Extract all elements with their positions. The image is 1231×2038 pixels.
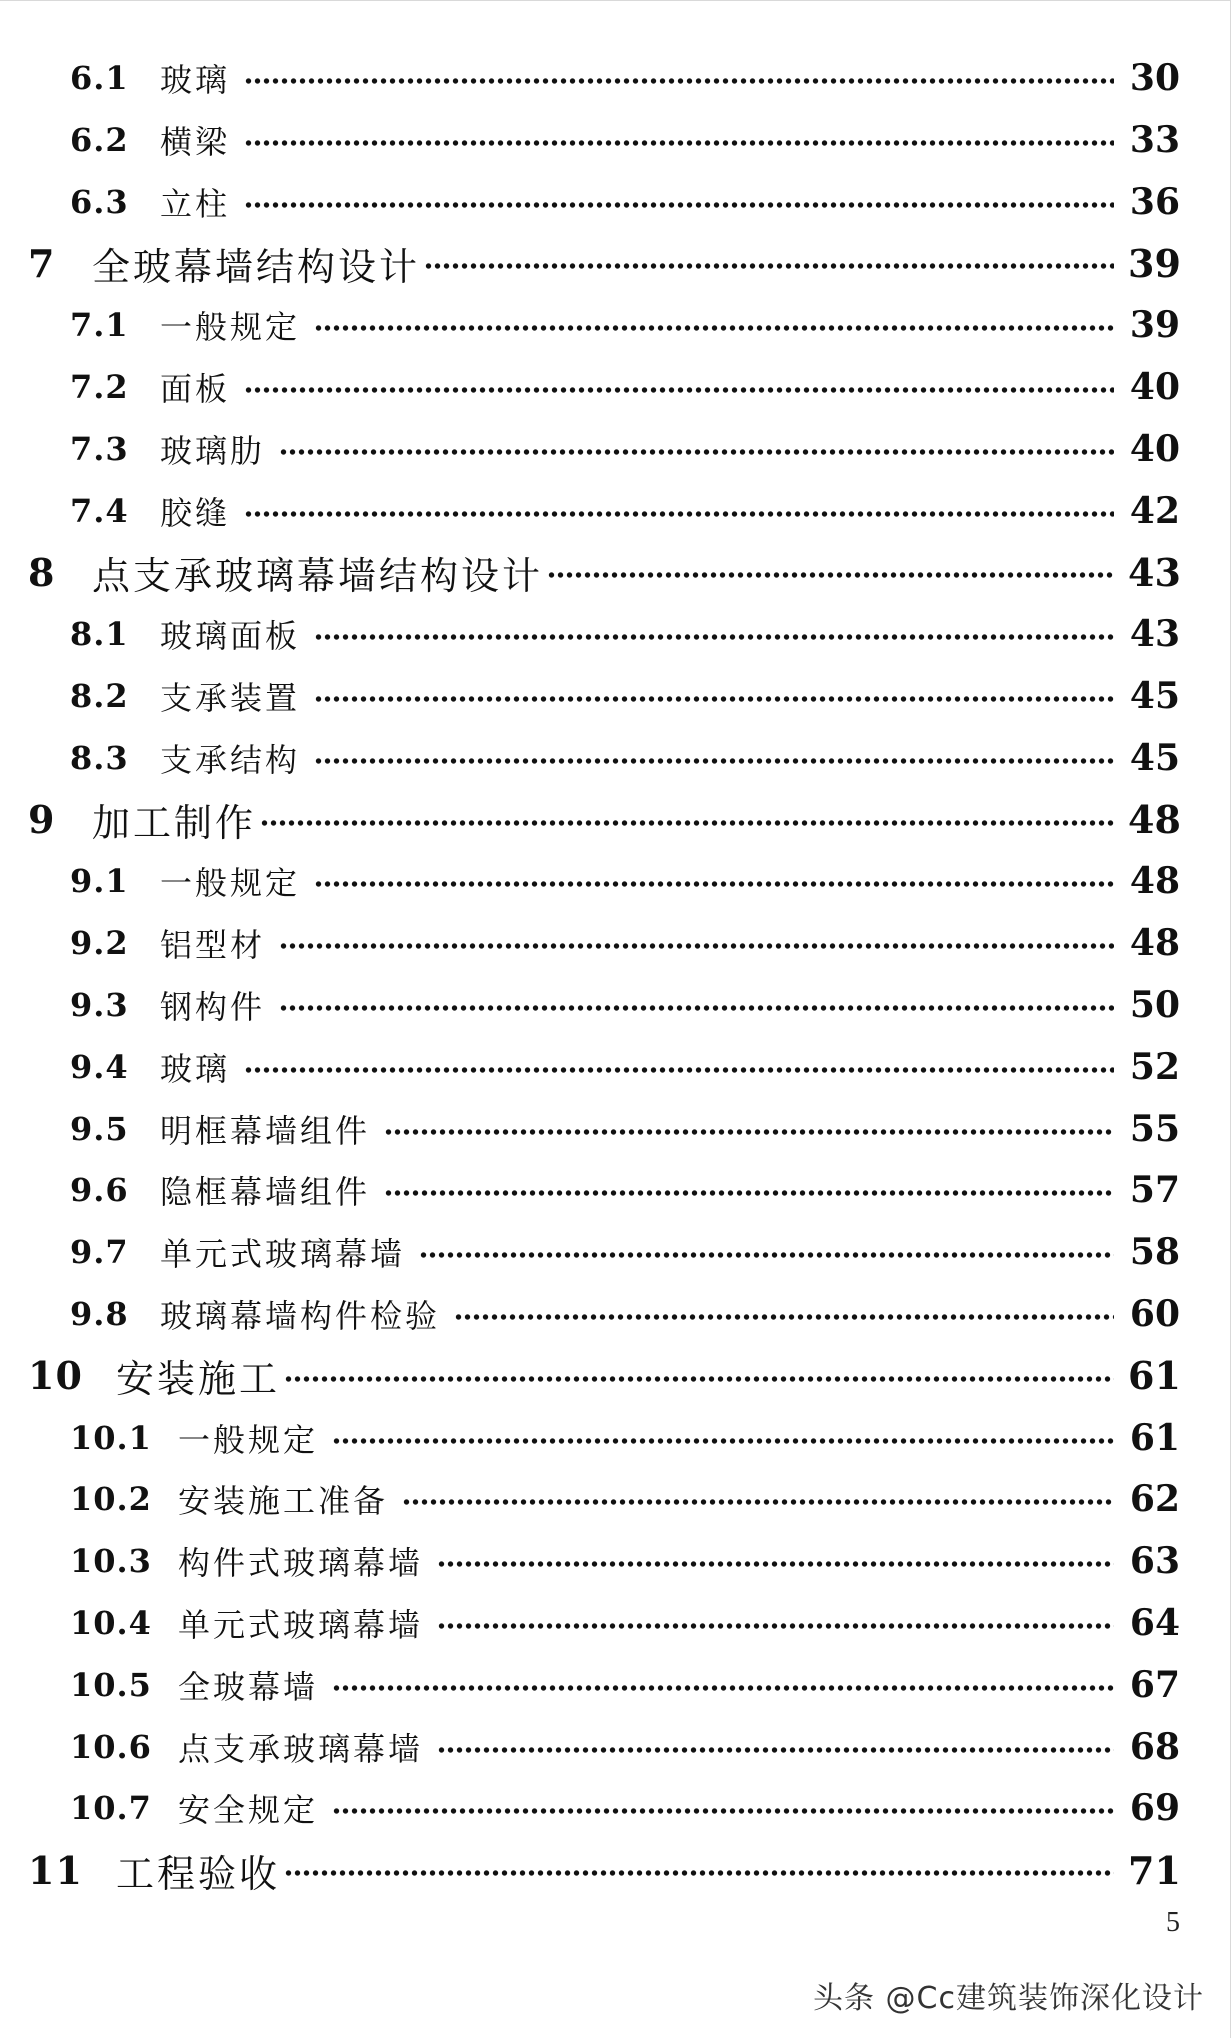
toc-section-entry — [70, 111, 1180, 169]
toc-entry-title: 横梁 — [160, 122, 231, 161]
dot-leader — [384, 1190, 1114, 1196]
toc-section-entry — [70, 914, 1180, 972]
toc-entry-number: 9.2 — [70, 924, 129, 963]
toc-entry-page: 57 — [1129, 1169, 1180, 1212]
toc-entry-page: 43 — [1128, 549, 1181, 595]
toc-entry-page: 39 — [1128, 240, 1181, 286]
toc-entry-number: 10.2 — [70, 1480, 152, 1519]
toc-entry-number: 8.1 — [70, 615, 129, 654]
toc-entry-number: 7 — [28, 240, 56, 286]
toc-section-entry — [70, 420, 1180, 478]
dot-leader — [244, 511, 1114, 517]
toc-section-entry — [70, 296, 1180, 354]
toc-section-entry — [70, 1038, 1180, 1096]
toc-section-entry — [70, 1470, 1180, 1528]
toc-entry-page: 71 — [1128, 1847, 1181, 1893]
dot-leader — [424, 263, 1114, 269]
toc-entry-number: 7.1 — [70, 306, 129, 345]
toc-entry-page: 50 — [1129, 984, 1180, 1026]
dot-leader — [332, 1808, 1114, 1814]
toc-entry-page: 68 — [1129, 1725, 1180, 1768]
toc-entry-page: 45 — [1129, 675, 1180, 717]
toc-entry-title: 隐框幕墙组件 — [160, 1173, 371, 1212]
toc-entry-number: 9 — [28, 797, 56, 843]
toc-entry-page: 58 — [1129, 1231, 1180, 1274]
toc-entry-number: 10.4 — [70, 1604, 152, 1642]
page-number: 5 — [1166, 1907, 1180, 1938]
toc-section-entry — [70, 1285, 1180, 1343]
toc-entry-page: 42 — [1129, 489, 1180, 532]
toc-section-entry — [70, 1718, 1180, 1776]
toc-section-entry — [70, 173, 1180, 231]
toc-entry-number: 6.3 — [70, 182, 129, 221]
dot-leader — [260, 820, 1114, 826]
toc-section-entry — [70, 358, 1180, 416]
toc-entry-number: 7.4 — [70, 491, 129, 530]
toc-entry-title: 单元式玻璃幕墙 — [178, 1606, 424, 1644]
toc-entry-page: 45 — [1129, 736, 1180, 779]
toc-entry-title: 明框幕墙组件 — [160, 1111, 371, 1150]
toc-section-entry — [70, 852, 1180, 910]
toc-entry-title: 加工制作 — [92, 801, 257, 846]
toc-entry-number: 8.2 — [70, 677, 129, 715]
toc-entry-number: 9.7 — [70, 1233, 129, 1272]
dot-leader — [279, 943, 1114, 949]
toc-entry-page: 30 — [1129, 57, 1180, 99]
toc-entry-page: 63 — [1129, 1540, 1180, 1583]
toc-entry-title: 全玻幕墙 — [178, 1667, 319, 1706]
toc-entry-page: 36 — [1129, 180, 1180, 223]
toc-entry-title: 面板 — [160, 370, 231, 408]
toc-entry-page: 67 — [1129, 1663, 1180, 1706]
dot-leader — [284, 1376, 1114, 1382]
toc-entry-title: 一般规定 — [178, 1420, 319, 1459]
toc-entry-number: 8.3 — [70, 738, 129, 777]
toc-entry-title: 安装施工准备 — [178, 1482, 389, 1521]
dot-leader — [547, 572, 1114, 578]
toc-section-entry — [70, 729, 1180, 787]
toc-entry-number: 7.3 — [70, 429, 129, 468]
toc-entry-number: 10.5 — [70, 1665, 152, 1704]
dot-leader — [314, 634, 1114, 640]
toc-entry-page: 62 — [1129, 1478, 1180, 1521]
dot-leader — [244, 387, 1114, 393]
dot-leader — [437, 1623, 1114, 1629]
toc-entry-page: 52 — [1129, 1045, 1180, 1088]
dot-leader — [332, 1438, 1114, 1444]
dot-leader — [284, 1870, 1114, 1876]
dot-leader — [314, 325, 1114, 331]
dot-leader — [244, 1067, 1114, 1073]
toc-entry-number: 10.6 — [70, 1727, 152, 1766]
toc-entry-title: 点支承玻璃幕墙结构设计 — [92, 553, 544, 598]
toc-section-entry — [70, 1532, 1180, 1590]
toc-entry-title: 单元式玻璃幕墙 — [160, 1235, 406, 1274]
toc-entry-title: 工程验收 — [116, 1851, 281, 1896]
toc-entry-page: 40 — [1129, 427, 1180, 470]
toc-entry-number: 6.2 — [70, 120, 129, 159]
dot-leader — [279, 1005, 1114, 1011]
dot-leader — [314, 758, 1114, 764]
toc-entry-title: 玻璃 — [160, 1049, 231, 1088]
toc-entry-number: 8 — [28, 549, 56, 595]
toc-chapter-entry — [28, 791, 1180, 849]
toc-entry-title: 支承结构 — [160, 740, 301, 779]
toc-entry-title: 一般规定 — [160, 864, 301, 903]
toc-entry-page: 48 — [1129, 922, 1180, 965]
dot-leader — [454, 1314, 1114, 1320]
toc-entry-page: 48 — [1129, 860, 1180, 903]
dot-leader — [419, 1252, 1114, 1258]
toc-entry-title: 立柱 — [160, 184, 231, 223]
toc-chapter-entry — [28, 543, 1180, 601]
toc-entry-title: 安全规定 — [178, 1791, 319, 1830]
toc-entry-page: 43 — [1129, 613, 1180, 656]
toc-entry-number: 7.2 — [70, 368, 129, 406]
toc-entry-number: 9.4 — [70, 1047, 129, 1086]
dot-leader — [244, 78, 1114, 84]
toc-section-entry — [70, 605, 1180, 663]
toc-section-entry — [70, 1779, 1180, 1837]
toc-entry-title: 一般规定 — [160, 308, 301, 347]
toc-entry-title: 构件式玻璃幕墙 — [178, 1544, 424, 1583]
toc-section-entry — [70, 976, 1180, 1034]
toc-entry-title: 全玻幕墙结构设计 — [92, 244, 421, 289]
toc-entry-title: 点支承玻璃幕墙 — [178, 1729, 424, 1768]
toc-section-entry — [70, 1594, 1180, 1652]
toc-entry-number: 9.1 — [70, 862, 129, 901]
toc-section-entry — [70, 1223, 1180, 1281]
toc-entry-title: 铝型材 — [160, 926, 266, 965]
dot-leader — [279, 449, 1114, 455]
toc-entry-page: 40 — [1129, 366, 1180, 408]
toc-chapter-entry — [28, 1841, 1180, 1899]
toc-entry-page: 69 — [1129, 1787, 1180, 1830]
toc-entry-page: 60 — [1129, 1293, 1180, 1335]
toc-entry-number: 10.1 — [70, 1418, 152, 1457]
toc-entry-number: 9.5 — [70, 1109, 129, 1148]
dot-leader — [244, 140, 1114, 146]
toc-entry-page: 39 — [1129, 304, 1180, 347]
toc-section-entry — [70, 1161, 1180, 1219]
toc-section-entry — [70, 1656, 1180, 1714]
dot-leader — [244, 202, 1114, 208]
dot-leader — [384, 1129, 1114, 1135]
toc-entry-page: 61 — [1128, 1353, 1181, 1399]
toc-entry-number: 10.3 — [70, 1542, 152, 1581]
toc-entry-number: 6.1 — [70, 59, 129, 97]
toc-entry-title: 胶缝 — [160, 493, 231, 532]
toc-section-entry — [70, 49, 1180, 107]
toc-section-entry — [70, 482, 1180, 540]
toc-entry-number: 9.6 — [70, 1171, 129, 1210]
toc-entry-number: 10.7 — [70, 1789, 152, 1828]
toc-entry-number: 11 — [28, 1847, 83, 1893]
toc-entry-title: 钢构件 — [160, 988, 266, 1026]
watermark: 头条 @Cc建筑装饰深化设计 — [813, 1981, 1204, 2016]
toc-entry-title: 玻璃幕墙构件检验 — [160, 1297, 441, 1335]
toc-entry-title: 玻璃 — [160, 61, 231, 99]
dot-leader — [314, 696, 1114, 702]
toc-entry-page: 33 — [1129, 118, 1180, 161]
toc-entry-title: 安装施工 — [116, 1357, 281, 1402]
toc-chapter-entry — [28, 1347, 1180, 1405]
dot-leader — [437, 1561, 1114, 1567]
toc-entry-page: 61 — [1129, 1416, 1180, 1459]
toc-entry-title: 支承装置 — [160, 679, 301, 717]
dot-leader — [402, 1499, 1114, 1505]
toc-section-entry — [70, 1100, 1180, 1158]
toc-entry-title: 玻璃肋 — [160, 431, 266, 470]
toc-entry-title: 玻璃面板 — [160, 617, 301, 656]
toc-entry-number: 10 — [28, 1353, 83, 1399]
toc-entry-number: 9.3 — [70, 986, 129, 1024]
dot-leader — [437, 1747, 1114, 1753]
toc-entry-number: 9.8 — [70, 1295, 129, 1333]
toc-entry-page: 55 — [1129, 1107, 1180, 1150]
toc-entry-page: 48 — [1128, 797, 1181, 843]
toc-section-entry — [70, 667, 1180, 725]
dot-leader — [314, 881, 1114, 887]
dot-leader — [332, 1685, 1114, 1691]
toc-chapter-entry — [28, 234, 1180, 292]
toc-entry-page: 64 — [1129, 1602, 1180, 1644]
toc-section-entry — [70, 1409, 1180, 1467]
